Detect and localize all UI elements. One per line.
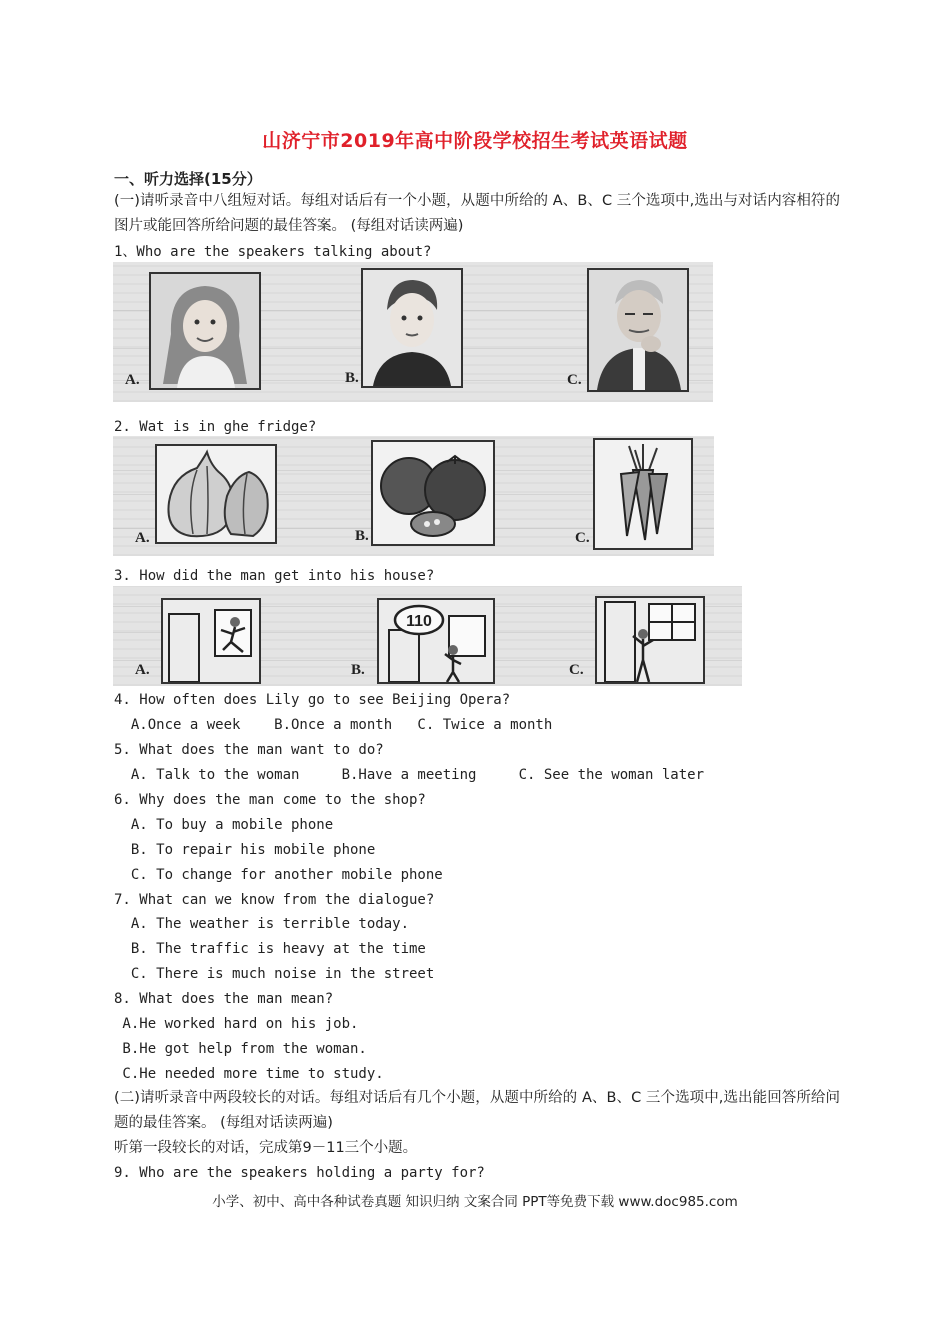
question-1-image bbox=[113, 262, 713, 402]
question-3-image bbox=[113, 586, 742, 686]
option-b-label: B. bbox=[351, 662, 365, 678]
window-climb-picture bbox=[161, 598, 261, 684]
part2-subinstructions: 听第一段较长的对话，完成第9－11三个小题。 bbox=[114, 1140, 418, 1156]
question-2-image bbox=[113, 436, 714, 556]
question-8-option-a: A.He worked hard on his job. bbox=[114, 1016, 359, 1032]
question-9-stem: 9. Who are the speakers holding a party for? bbox=[114, 1165, 485, 1181]
question-4-options: A.Once a week B.Once a month C. Twice a month bbox=[114, 717, 553, 733]
question-3-stem: 3. How did the man get into his house? bbox=[114, 568, 435, 584]
police-call-picture bbox=[377, 598, 495, 684]
onion-picture bbox=[155, 444, 277, 544]
option-b-label: B. bbox=[345, 370, 359, 386]
question-7-stem: 7. What can we know from the dialogue? bbox=[114, 892, 435, 908]
question-8-stem: 8. What does the man mean? bbox=[114, 991, 334, 1007]
option-b-label: B. bbox=[355, 528, 369, 544]
carrot-picture bbox=[593, 438, 693, 550]
sign-110: 110 bbox=[406, 613, 432, 630]
question-2-stem: 2. Wat is in ghe fridge? bbox=[114, 419, 317, 435]
question-5-stem: 5. What does the man want to do? bbox=[114, 742, 384, 758]
option-c-label: C. bbox=[575, 530, 590, 546]
option-a-label: A. bbox=[125, 372, 140, 388]
question-8-option-c: C.He needed more time to study. bbox=[114, 1066, 384, 1082]
part1-instructions: (一)请听录音中八组短对话。每组对话后有一个小题，从题中所给的 A、B、C 三个选项中,选出与对话内容相符的图片或能回答所给问题的最佳答案。 (每组对话读两遍) bbox=[114, 193, 840, 234]
question-5-options: A. Talk to the woman B.Have a meeting C. See the woman later bbox=[114, 767, 705, 783]
section-heading: 一、听力选择(15分） bbox=[114, 170, 262, 188]
question-7-option-b: B. The traffic is heavy at the time bbox=[114, 941, 426, 957]
question-7-option-c: C. There is much noise in the street bbox=[114, 966, 435, 982]
key-door-picture bbox=[595, 596, 705, 684]
question-6-stem: 6. Why does the man come to the shop? bbox=[114, 792, 426, 808]
page-footer: 小学、初中、高中各种试卷真题 知识归纳 文案合同 PPT等免费下载 www.doc985.com bbox=[212, 1194, 738, 1210]
question-6-option-c: C. To change for another mobile phone bbox=[114, 867, 443, 883]
part2-instructions: (二)请听录音中两段较长的对话。每组对话后有几个小题，从题中所给的 A、B、C 三个选项中,选出能回答所给问题的最佳答案。 (每组对话读两遍) bbox=[114, 1090, 840, 1131]
question-8-option-b: B.He got help from the woman. bbox=[114, 1041, 367, 1057]
option-c-label: C. bbox=[569, 662, 584, 678]
girl-portrait bbox=[149, 272, 261, 390]
question-4-stem: 4. How often does Lily go to see Beijing Opera? bbox=[114, 692, 511, 708]
tomato-picture bbox=[371, 440, 495, 546]
young-man-portrait bbox=[361, 268, 463, 388]
question-6-option-b: B. To repair his mobile phone bbox=[114, 842, 376, 858]
question-1-stem: 1、Who are the speakers talking about? bbox=[114, 244, 432, 260]
option-c-label: C. bbox=[567, 372, 582, 388]
page-title: 山济宁市2019年高中阶段学校招生考试英语试题 bbox=[262, 130, 688, 152]
question-7-option-a: A. The weather is terrible today. bbox=[114, 916, 410, 932]
option-a-label: A. bbox=[135, 662, 150, 678]
question-6-option-a: A. To buy a mobile phone bbox=[114, 817, 334, 833]
old-man-portrait bbox=[587, 268, 689, 392]
option-a-label: A. bbox=[135, 530, 150, 546]
